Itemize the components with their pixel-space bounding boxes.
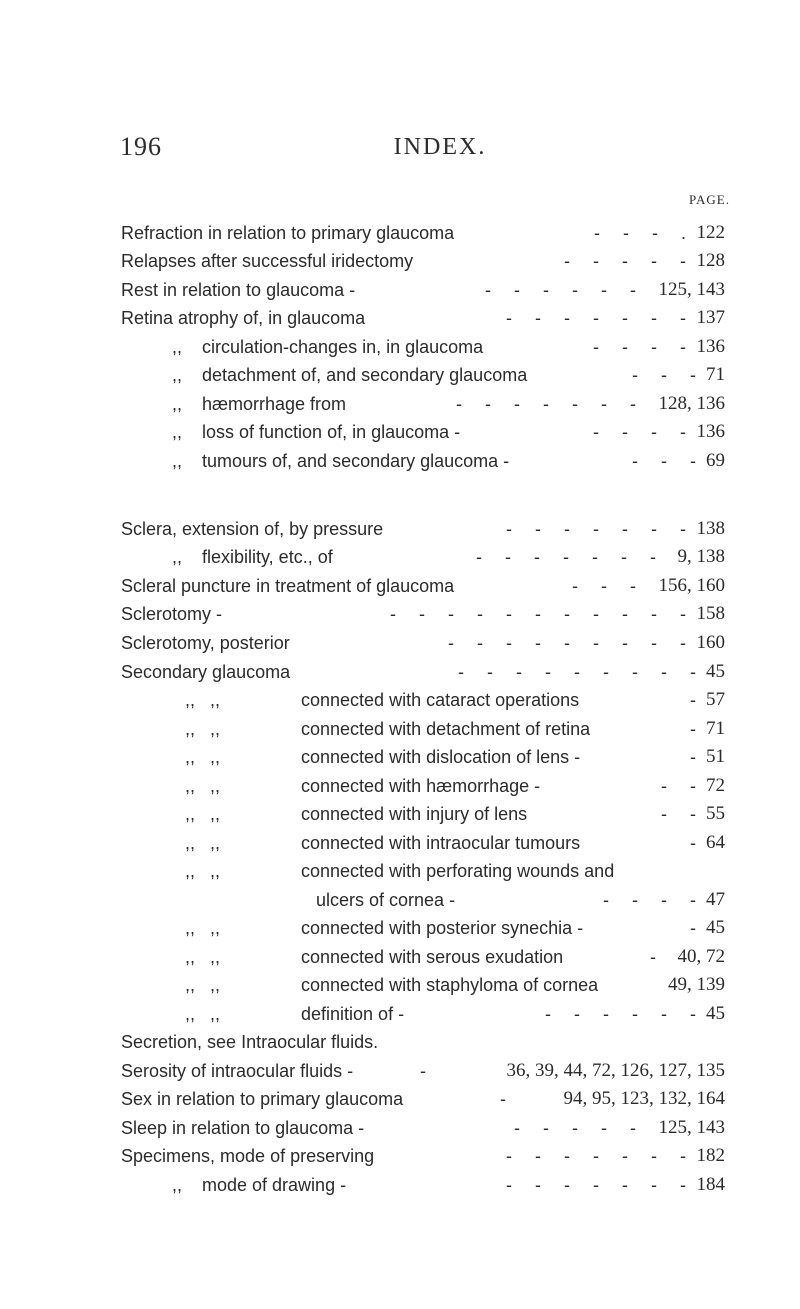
page-reference: 94, 95, 123, 132, 164	[563, 1088, 725, 1109]
dot-leader: - - - - - - -	[456, 394, 645, 414]
dot-leader: - - - -	[603, 890, 705, 910]
dot-leader: - - - - - - - - -	[458, 662, 705, 682]
index-entry	[0, 600, 800, 628]
entry-text: Sleep in relation to glaucoma -	[121, 1118, 365, 1138]
entry-text: Sclerotomy -	[121, 604, 223, 624]
dot-leader: -	[650, 947, 665, 967]
index-entry	[0, 829, 800, 857]
entry-text: connected with dislocation of lens -	[301, 747, 581, 767]
page-reference: 136	[696, 421, 725, 442]
index-entry	[0, 715, 800, 743]
page-reference: 57	[706, 689, 725, 710]
dot-leader: -	[690, 747, 705, 767]
index-entry	[0, 1085, 800, 1113]
page-reference: 40, 72	[677, 946, 725, 967]
index-entry	[0, 857, 800, 885]
dot-leader: - - -	[632, 451, 705, 471]
dot-leader: - - - - -	[564, 251, 695, 271]
dot-leader: -	[690, 918, 705, 938]
dot-leader: - - - - - - -	[506, 519, 695, 539]
dot-leader: - - - - - - -	[476, 547, 665, 567]
entry-text: Sclera, extension of, by pressure	[121, 519, 384, 539]
entry-text: ulcers of cornea -	[316, 890, 456, 910]
index-entry	[0, 572, 800, 600]
entry-text: Scleral puncture in treatment of glaucoma	[121, 576, 455, 596]
page-reference: 125, 143	[658, 279, 725, 300]
page-reference: 160	[696, 632, 725, 653]
dot-leader: -	[690, 690, 705, 710]
ditto-mark: ,,	[172, 422, 183, 442]
entry-text: Secretion, see Intraocular fluids.	[121, 1032, 379, 1052]
ditto-mark: ,, ,,	[185, 833, 221, 853]
dot-leader: - - - - - - -	[506, 308, 695, 328]
ditto-mark: ,,	[172, 1175, 183, 1195]
entry-text: connected with staphyloma of cornea	[301, 975, 599, 995]
index-entry	[0, 219, 800, 247]
index-entry	[0, 543, 800, 571]
ditto-mark: ,,	[172, 337, 183, 357]
dot-leader: - - - - - - -	[506, 1146, 695, 1166]
index-entry	[0, 772, 800, 800]
page-reference: 128, 136	[658, 393, 725, 414]
entry-text: loss of function of, in glaucoma -	[202, 422, 461, 442]
entry-text: connected with cataract operations	[301, 690, 580, 710]
dot-leader: -	[500, 1089, 515, 1109]
page-column-label: PAGE.	[688, 192, 730, 207]
entry-text: Specimens, mode of preserving	[121, 1146, 375, 1166]
dot-leader: - - - .	[594, 223, 695, 243]
page-reference: 55	[706, 803, 725, 824]
ditto-mark: ,, ,,	[185, 1004, 221, 1024]
index-entry	[0, 914, 800, 942]
entry-text: connected with intraocular tumours	[301, 833, 581, 853]
entry-text: Serosity of intraocular fluids -	[121, 1061, 354, 1081]
page-reference: 128	[696, 250, 725, 271]
page-reference: 45	[706, 917, 725, 938]
dot-leader: - - -	[572, 576, 645, 596]
page-reference: 51	[706, 746, 725, 767]
entry-text: mode of drawing -	[202, 1175, 347, 1195]
index-entry	[0, 333, 800, 361]
index-entry	[0, 629, 800, 657]
page-reference: 137	[696, 307, 725, 328]
index-entry	[0, 686, 800, 714]
dot-leader: - - -	[632, 365, 705, 385]
page-reference: 47	[706, 889, 725, 910]
entry-text: detachment of, and secondary glaucoma	[202, 365, 528, 385]
ditto-mark: ,, ,,	[185, 719, 221, 739]
dot-leader: - - - - -	[514, 1118, 645, 1138]
entry-text: flexibility, etc., of	[202, 547, 333, 567]
page-reference: 156, 160	[658, 575, 725, 596]
dot-leader: - - - - - -	[545, 1004, 705, 1024]
page-reference: 125, 143	[658, 1117, 725, 1138]
entry-text: connected with detachment of retina	[301, 719, 591, 739]
dot-leader: - - - -	[593, 337, 695, 357]
entry-text: Relapses after successful iridectomy	[121, 251, 414, 271]
entry-text: connected with perforating wounds and	[301, 861, 615, 881]
ditto-mark: ,, ,,	[185, 690, 221, 710]
ditto-mark: ,,	[172, 547, 183, 567]
index-entry	[0, 447, 800, 475]
dot-leader: - - - - - - - - -	[448, 633, 695, 653]
ditto-mark: ,,	[172, 394, 183, 414]
index-entry	[0, 304, 800, 332]
ditto-mark: ,, ,,	[185, 776, 221, 796]
index-entry	[0, 418, 800, 446]
entry-text: definition of -	[301, 1004, 405, 1024]
page-reference: 184	[696, 1174, 725, 1195]
page-reference: 182	[696, 1145, 725, 1166]
page-reference: 9, 138	[677, 546, 725, 567]
index-entry	[0, 658, 800, 686]
entry-text: connected with hæmorrhage -	[301, 776, 541, 796]
page-number: 196	[120, 132, 162, 161]
page-reference: 45	[706, 661, 725, 682]
index-entry	[0, 276, 800, 304]
entry-text: Sclerotomy, posterior	[121, 633, 290, 653]
entry-text: connected with injury of lens	[301, 804, 528, 824]
page-reference: 158	[696, 603, 725, 624]
dot-leader: - -	[661, 776, 705, 796]
ditto-mark: ,, ,,	[185, 747, 221, 767]
page-reference: 71	[706, 364, 725, 385]
page-reference: 122	[696, 222, 725, 243]
ditto-mark: ,, ,,	[185, 918, 221, 938]
entry-text: connected with posterior synechia -	[301, 918, 584, 938]
index-entry	[0, 1142, 800, 1170]
index-entry	[0, 390, 800, 418]
dot-leader: -	[420, 1061, 435, 1081]
index-entry	[0, 1057, 800, 1085]
page-reference: 136	[696, 336, 725, 357]
index-entry	[0, 1114, 800, 1142]
dot-leader: -	[690, 719, 705, 739]
entry-text: hæmorrhage from	[202, 394, 347, 414]
page-reference: 71	[706, 718, 725, 739]
page-header	[120, 132, 760, 172]
ditto-mark: ,, ,,	[185, 975, 221, 995]
ditto-mark: ,, ,,	[185, 947, 221, 967]
index-entry	[0, 361, 800, 389]
entry-text: Retina atrophy of, in glaucoma	[121, 308, 366, 328]
entry-text: connected with serous exudation	[301, 947, 564, 967]
dot-leader: -	[690, 833, 705, 853]
dot-leader: - - - - - - - - - - -	[390, 604, 695, 624]
index-entry	[0, 971, 800, 999]
page-title: INDEX.	[393, 134, 487, 160]
index-entry	[0, 1000, 800, 1028]
entry-text: Refraction in relation to primary glaucoma	[121, 223, 455, 243]
index-entry	[0, 943, 800, 971]
index-entry	[0, 800, 800, 828]
page-reference: 36, 39, 44, 72, 126, 127, 135	[506, 1060, 725, 1081]
ditto-mark: ,,	[172, 451, 183, 471]
ditto-mark: ,, ,,	[185, 804, 221, 824]
index-entry	[0, 515, 800, 543]
page-reference: 45	[706, 1003, 725, 1024]
page-reference: 49, 139	[668, 974, 725, 995]
index-entry	[0, 886, 800, 914]
entry-text: circulation-changes in, in glaucoma	[202, 337, 484, 357]
entry-text: Sex in relation to primary glaucoma	[121, 1089, 404, 1109]
index-entry	[0, 743, 800, 771]
index-entry	[0, 1028, 800, 1056]
entry-text: tumours of, and secondary glaucoma -	[202, 451, 510, 471]
dot-leader: - - - - - - -	[506, 1175, 695, 1195]
ditto-mark: ,, ,,	[185, 861, 221, 881]
dot-leader: - - - -	[593, 422, 695, 442]
ditto-mark: ,,	[172, 365, 183, 385]
index-entry	[0, 247, 800, 275]
dot-leader: - - - - - -	[485, 280, 645, 300]
page-reference: 69	[706, 450, 725, 471]
entry-text: Rest in relation to glaucoma -	[121, 280, 356, 300]
dot-leader: - -	[661, 804, 705, 824]
entry-text: Secondary glaucoma	[121, 662, 291, 682]
page-reference: 138	[696, 518, 725, 539]
page-reference: 64	[706, 832, 725, 853]
index-entry	[0, 1171, 800, 1199]
page-reference: 72	[706, 775, 725, 796]
